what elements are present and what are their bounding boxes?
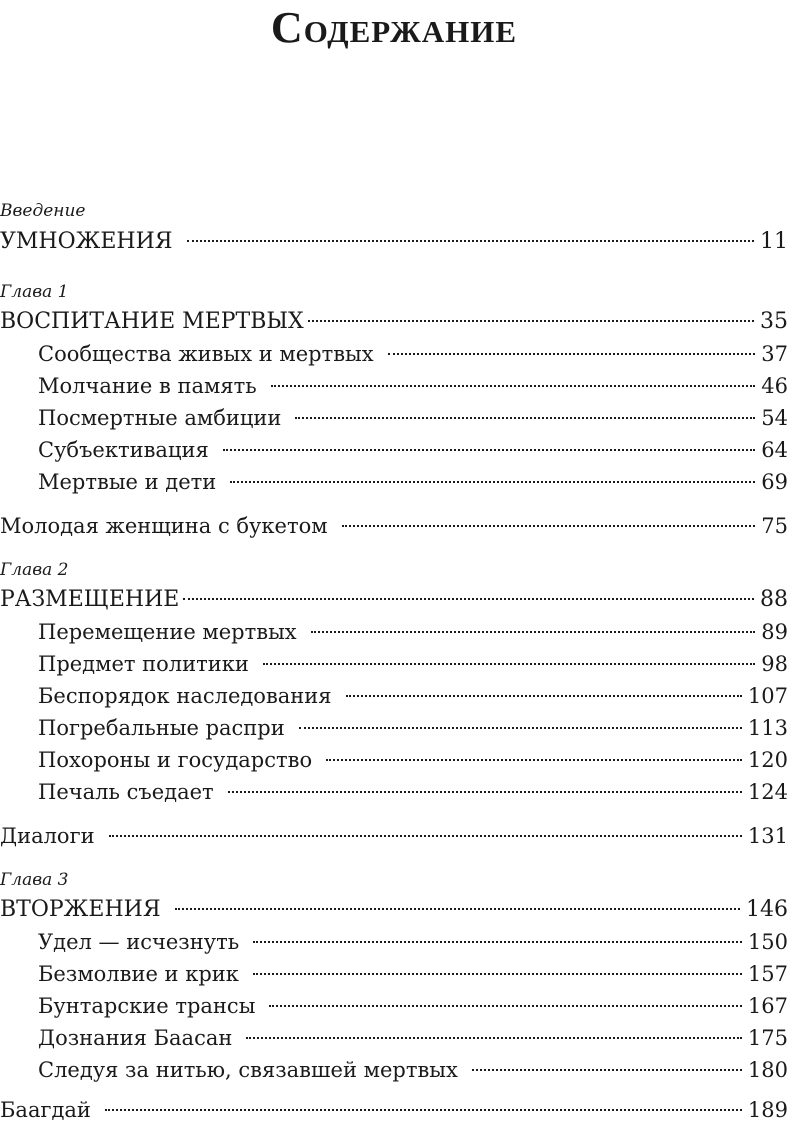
- toc-entry-section[interactable]: [38, 648, 788, 680]
- toc-entry-section[interactable]: [38, 370, 788, 402]
- dot-leader: [269, 1005, 742, 1007]
- entry-title: Предмет политики: [38, 652, 249, 676]
- entry-title: Перемещение мертвых: [38, 620, 297, 644]
- entry-title: Удел — исчезнуть: [38, 930, 240, 954]
- chapter-3-label: Глава 3: [0, 870, 69, 890]
- toc-entry-section[interactable]: [38, 466, 788, 498]
- entry-title: ВТОРЖЕНИЯ: [0, 897, 161, 922]
- dot-leader: [187, 240, 754, 242]
- entry-title: Дознания Баасан: [38, 1026, 233, 1050]
- entry-title: Посмертные амбиции: [38, 406, 282, 430]
- page-number: 113: [747, 716, 788, 740]
- page-number: 46: [761, 374, 788, 398]
- dot-leader: [308, 320, 754, 322]
- entry-title: Баагдай: [0, 1098, 91, 1122]
- dot-leader: [105, 1109, 742, 1111]
- dot-leader: [311, 631, 756, 633]
- page-number: 89: [761, 620, 788, 644]
- toc-entry-section[interactable]: [38, 616, 788, 648]
- dot-leader: [228, 791, 742, 793]
- dot-leader: [183, 598, 754, 600]
- chapter-2-label: Глава 2: [0, 560, 69, 580]
- toc-entry-section[interactable]: [38, 958, 788, 990]
- dot-leader: [295, 417, 755, 419]
- page-number: 64: [761, 438, 788, 462]
- dot-leader: [342, 525, 756, 527]
- page-number: 11: [760, 229, 788, 254]
- page-number: 124: [747, 780, 788, 804]
- intro-label: Введение: [0, 201, 86, 221]
- toc-entry-section[interactable]: [38, 744, 788, 776]
- entry-title: Погребальные распри: [38, 716, 285, 740]
- page-number: 146: [746, 897, 788, 922]
- page-number: 75: [761, 514, 788, 538]
- dot-leader: [230, 481, 755, 483]
- dot-leader: [246, 1037, 742, 1039]
- toc-entry-intro[interactable]: [0, 226, 788, 258]
- page-number: 180: [747, 1058, 788, 1082]
- toc-entry-section[interactable]: [38, 776, 788, 808]
- page-number: 150: [747, 930, 788, 954]
- page-number: 35: [760, 309, 788, 334]
- page-number: 88: [760, 587, 788, 612]
- toc-entry-section[interactable]: [38, 990, 788, 1022]
- chapter-1-label: Глава 1: [0, 282, 69, 302]
- page-number: 189: [747, 1098, 788, 1122]
- page-number: 54: [761, 406, 788, 430]
- toc-entry-interlude-2[interactable]: [0, 820, 788, 852]
- dot-leader: [175, 908, 740, 910]
- entry-title: УМНОЖЕНИЯ: [0, 229, 173, 254]
- page-number: 120: [747, 748, 788, 772]
- entry-title: ВОСПИТАНИЕ МЕРТВЫХ: [0, 309, 304, 334]
- toc-entry-section[interactable]: [38, 338, 788, 370]
- page-number: 107: [747, 684, 788, 708]
- page-number: 167: [747, 994, 788, 1018]
- toc-entry-chapter-2[interactable]: [0, 584, 788, 616]
- toc-entry-section[interactable]: [38, 402, 788, 434]
- entry-title: Молодая женщина с букетом: [0, 514, 328, 538]
- dot-leader: [263, 663, 755, 665]
- entry-title: Похороны и государство: [38, 748, 313, 772]
- entry-title: Безмолвие и крик: [38, 962, 239, 986]
- entry-title: Беспорядок наследования: [38, 684, 332, 708]
- page-number: 69: [761, 470, 788, 494]
- entry-title: Следуя за нитью, связавшей мертвых: [38, 1058, 458, 1082]
- page-number: 98: [761, 652, 788, 676]
- entry-title: Молчание в память: [38, 374, 257, 398]
- entry-title: РАЗМЕЩЕНИЕ: [0, 587, 180, 612]
- dot-leader: [109, 835, 742, 837]
- entry-title: Субъективация: [38, 438, 209, 462]
- toc-entry-chapter-1[interactable]: [0, 306, 788, 338]
- dot-leader: [346, 695, 742, 697]
- entry-title: Мертвые и дети: [38, 470, 217, 494]
- toc-entry-section[interactable]: [38, 680, 788, 712]
- page-number: 37: [761, 342, 788, 366]
- toc-entry-section[interactable]: [38, 712, 788, 744]
- page-number: 157: [747, 962, 788, 986]
- toc-entry-interlude-3[interactable]: [0, 1094, 788, 1126]
- dot-leader: [472, 1069, 742, 1071]
- dot-leader: [388, 353, 756, 355]
- toc-entry-section[interactable]: [38, 926, 788, 958]
- dot-leader: [223, 449, 756, 451]
- toc-entry-chapter-3[interactable]: [0, 894, 788, 926]
- entry-title: Диалоги: [0, 824, 95, 848]
- toc-entry-section[interactable]: [38, 434, 788, 466]
- page-number: 131: [747, 824, 788, 848]
- toc-entry-section[interactable]: [38, 1022, 788, 1054]
- toc-entry-interlude-1[interactable]: [0, 510, 788, 542]
- dot-leader: [271, 385, 756, 387]
- entry-title: Печаль съедает: [38, 780, 214, 804]
- dot-leader: [326, 759, 742, 761]
- page-number: 175: [747, 1026, 788, 1050]
- page-title: Содержание: [270, 3, 518, 52]
- dot-leader: [253, 973, 742, 975]
- entry-title: Сообщества живых и мертвых: [38, 342, 374, 366]
- toc-entry-section[interactable]: [38, 1054, 788, 1086]
- dot-leader: [253, 941, 742, 943]
- dot-leader: [299, 727, 742, 729]
- entry-title: Бунтарские трансы: [38, 994, 256, 1018]
